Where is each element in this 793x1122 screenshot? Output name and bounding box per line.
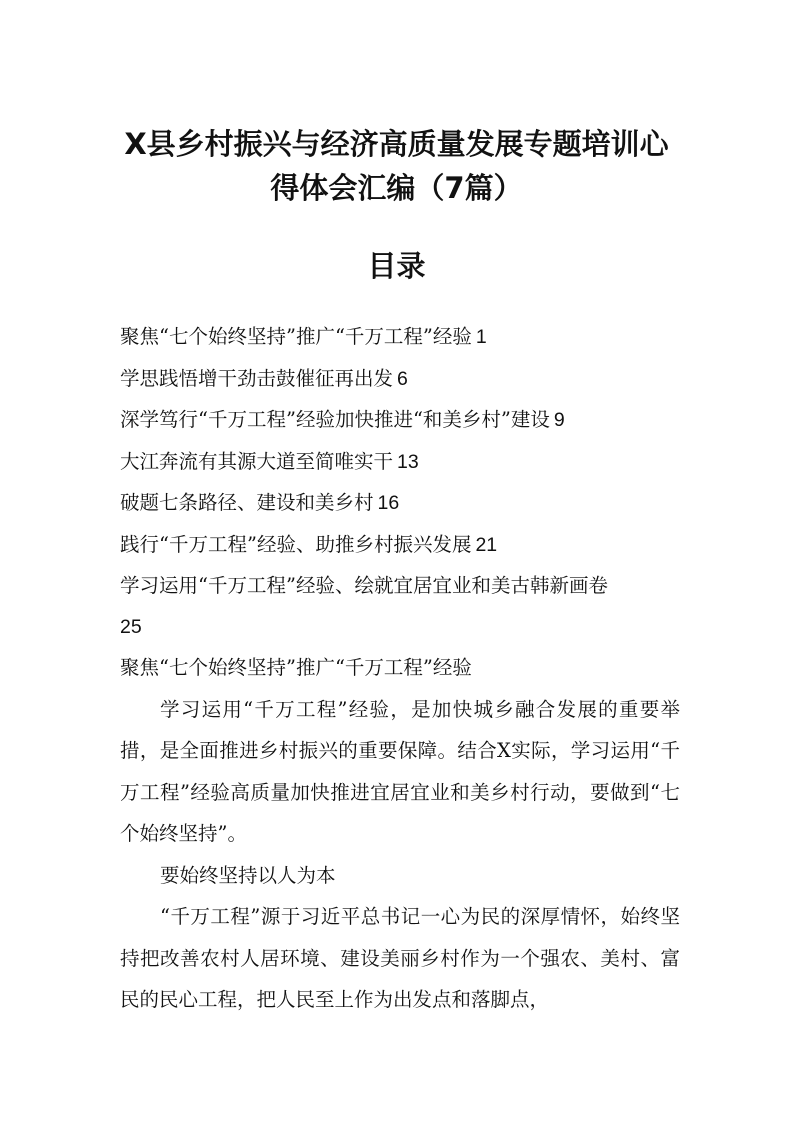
- subheading: 要始终坚持以人为本: [160, 863, 336, 887]
- document-title-line-1: X县乡村振兴与经济高质量发展专题培训心: [124, 127, 669, 161]
- section-title: 聚焦“七个始终坚持”推广“千万工程”经验: [120, 656, 472, 679]
- toc-entry[interactable]: [120, 358, 680, 400]
- toc-entry-title: 学思践悟增干劲击鼓催征再出发: [120, 366, 394, 390]
- toc-entry-title: 破题七条路径、建设和美乡村: [120, 491, 374, 514]
- toc-entry-page: 25: [120, 615, 142, 638]
- table-of-contents: [120, 316, 680, 648]
- toc-entry-title: 学习运用“千万工程”经验、绘就宜居宜业和美古韩新画卷: [120, 574, 608, 597]
- toc-entry-page: 6: [397, 367, 408, 390]
- document-title-line-2: 得体会汇编（7篇）: [270, 171, 523, 205]
- toc-entry[interactable]: [120, 399, 680, 441]
- toc-entry[interactable]: [120, 441, 680, 483]
- toc-entry-title: 践行“千万工程”经验、助推乡村振兴发展: [120, 532, 472, 556]
- toc-entry-page: 13: [397, 450, 419, 473]
- toc-entry[interactable]: [120, 524, 680, 566]
- toc-entry-title: 深学笃行“千万工程”经验加快推进“和美乡村”建设: [120, 408, 550, 431]
- toc-entry-title: 大江奔流有其源大道至简唯实干: [120, 449, 394, 473]
- document-body: [120, 647, 680, 1021]
- paragraph: “千万工程”源于习近平总书记一心为民的深厚情怀，始终坚持把改善农村人居环境、建设美丽乡村作为一个强农、美村、富民的民心工程，把人民至上作为出发点和落脚点，: [120, 905, 680, 1011]
- toc-entry-page: 1: [475, 326, 487, 348]
- paragraph: 学习运用“千万工程”经验，是加快城乡融合发展的重要举措，是全面推进乡村振兴的重要保障。结合X实际，学习运用“千万工程”经验高质量加快推进宜居宜业和美乡村行动，要做到“七个始终坚持”。: [120, 697, 680, 845]
- document-title: [0, 122, 793, 210]
- toc-entry-page: 21: [475, 533, 498, 556]
- toc-entry-title: 聚焦“七个始终坚持”推广“千万工程”经验: [120, 325, 472, 348]
- toc-entry-page: 16: [377, 492, 400, 514]
- toc-entry[interactable]: [120, 316, 680, 358]
- toc-heading: 目录: [367, 249, 426, 283]
- toc-entry[interactable]: [120, 565, 680, 648]
- toc-entry-page: 9: [553, 409, 565, 431]
- toc-entry[interactable]: [120, 482, 680, 524]
